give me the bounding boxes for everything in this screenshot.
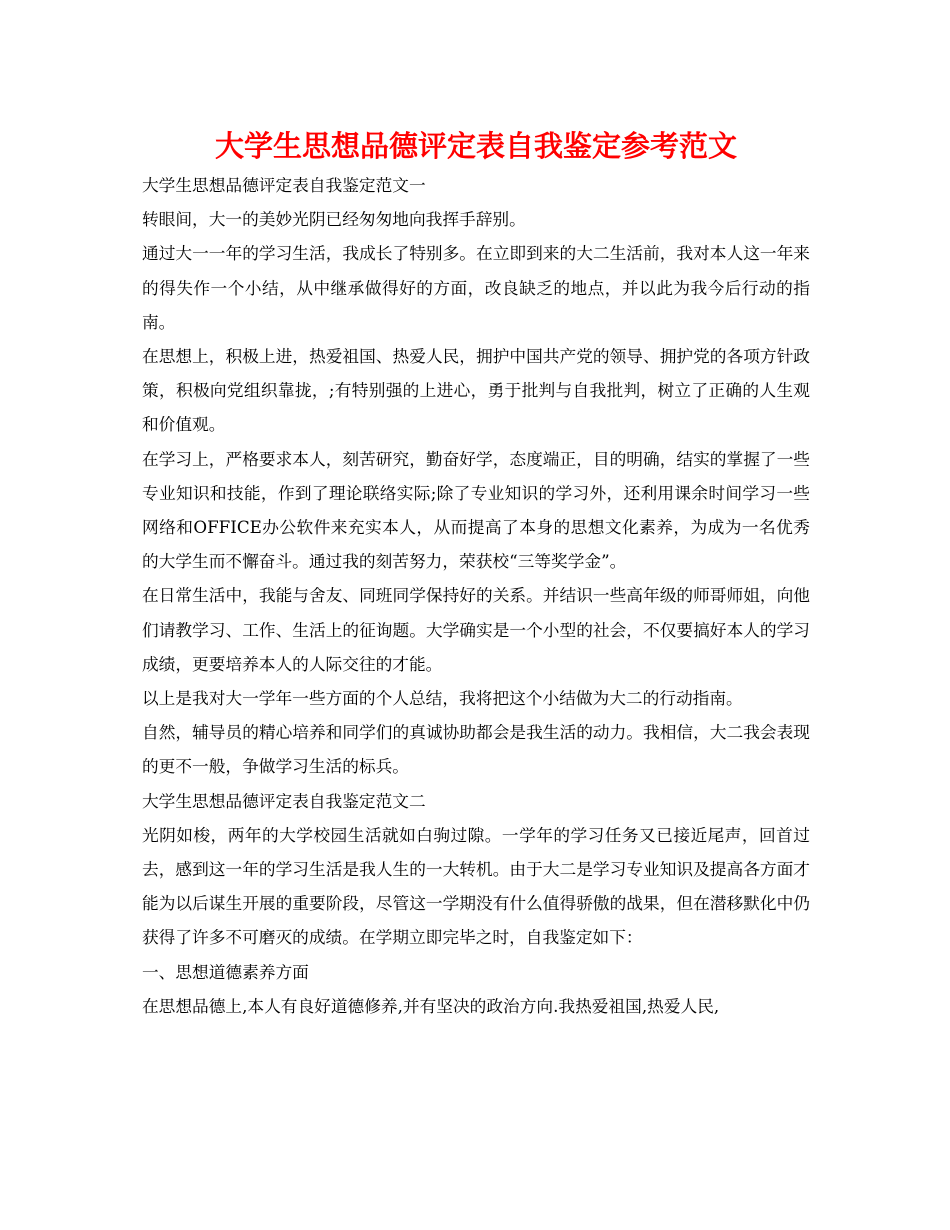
paragraph: 转眼间，大一的美妙光阴已经匆匆地向我挥手辞别。 [142,209,526,230]
paragraph: 在日常生活中，我能与舍友、同班同学保持好的关系。并结识一些高年级的师哥师姐，向他们请教学习、工作、生活上的征询题。大学确实是一个小型的社会，不仅要搞好本人的学习成绩，更要培养本人的人际交往的才能。 [142,585,810,674]
paragraph: 自然，辅导员的精心培养和同学们的真诚协助都会是我生活的动力。我相信，大二我会表现的更不一般，争做学习生活的标兵。 [142,722,810,777]
subsection-heading: 一、思想道德素养方面 [142,961,309,982]
document-page [142,124,810,1023]
paragraph: 在思想品德上,本人有良好道德修养,并有坚决的政治方向.我热爱祖国,热爱人民, [142,995,720,1016]
section-heading-1: 大学生思想品德评定表自我鉴定范文一 [142,175,426,195]
paragraph: 以上是我对大一学年一些方面的个人总结，我将把这个小结做为大二的行动指南。 [142,688,743,709]
section-heading-2: 大学生思想品德评定表自我鉴定范文二 [142,790,426,811]
paragraph: 通过大一一年的学习生活，我成长了特别多。在立即到来的大二生活前，我对本人这一年来的得失作一个小结，从中继承做得好的方面，改良缺乏的地点，并以此为我今后行动的指南。 [142,243,810,332]
paragraph: 光阴如梭，两年的大学校园生活就如白驹过隙。一学年的学习任务又已接近尾声，回首过去，感到这一年的学习生活是我人生的一大转机。由于大二是学习专业知识及提高各方面才能为以后谋生开展的重要阶段，尽管这一学期没有什么值得骄傲的战果，但在潜移默化中仍获得了许多不可磨灭的成绩。在学期立即完毕之时，自我鉴定如下： [142,824,810,948]
paragraph: 在学习上，严格要求本人，刻苦研究，勤奋好学，态度端正，目的明确，结实的掌握了一些专业知识和技能，作到了理论联络实际;除了专业知识的学习外，还利用课余时间学习一些网络和OFFICE办公软件来充实本人，从而提高了本身的思想文化素养，为成为一名优秀的大学生而不懈奋斗。通过我的刻苦努力，荣获校“三等奖学金”。 [142,448,810,572]
paragraph: 在思想上，积极上进，热爱祖国、热爱人民，拥护中国共产党的领导、拥护党的各项方针政策，积极向党组织靠拢，;有特别强的上进心，勇于批判与自我批判，树立了正确的人生观和价值观。 [142,346,810,435]
document-title: 大学生思想品德评定表自我鉴定参考范文 [214,129,737,163]
